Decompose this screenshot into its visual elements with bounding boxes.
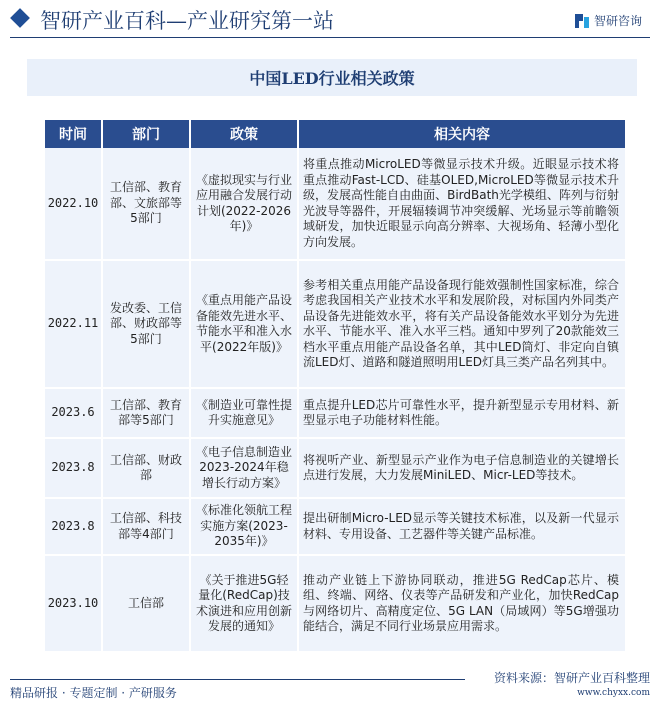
column-header-policy: 政策 [190,120,298,148]
cell-time: 2022.11 [45,260,102,388]
table-row [45,555,625,652]
table-header-row [45,120,625,148]
cell-dept: 工信部、教育部、文旅部等5部门 [102,148,190,260]
cell-policy: 《重点用能产品设备能效先进水平、节能水平和准入水平(2022年版)》 [190,260,298,388]
cell-dept: 工信部、财政部 [102,438,190,498]
title-banner [27,59,637,96]
cell-time: 2022.10 [45,148,102,260]
header-divider [10,37,650,38]
table-row [45,438,625,498]
cell-content: 参考相关重点用能产品设备现行能效强制性国家标准，综合考虑我国相关产业技术水平和发展阶段，对标国内外同类产品设备先进能效水平，将有关产品设备能效水平划分为先进水平、节能水平、准入水平三档。通知中罗列了20款能效三档水平重点用能产品设备名单，其中LED筒灯、非定向自镇流LED灯、道路和隧道照明用LED灯具三类产品名列其中。 [298,260,625,388]
cell-policy: 《关于推进5G轻量化(RedCap)技术演进和应用创新发展的通知》 [190,555,298,652]
cell-dept: 工信部 [102,555,190,652]
logo-icon [575,14,589,28]
cell-policy: 《虚拟现实与行业应用融合发展行动计划(2022-2026年)》 [190,148,298,260]
table-row [45,388,625,438]
page-title: 中国LED行业相关政策 [249,69,415,88]
cell-policy: 《标准化领航工程实施方案(2023-2035年)》 [190,498,298,555]
cell-content: 将视听产业、新型显示产业作为电子信息制造业的关键增长点进行发展，大力发展MiniLED、Micr-LED等技术。 [298,438,625,498]
column-header-dept: 部门 [102,120,190,148]
column-header-time: 时间 [45,120,102,148]
cell-policy: 《制造业可靠性提升实施意见》 [190,388,298,438]
table-row [45,148,625,260]
cell-content: 重点提升LED芯片可靠性水平，提升新型显示专用材料、新型显示电子功能材料性能。 [298,388,625,438]
brand-logo [575,12,642,29]
page-header [0,0,660,40]
cell-content: 推动产业链上下游协同联动，推进5G RedCap芯片、模组、终端、网络、仪表等产品研发和产业化，加快RedCap与网络切片、高精度定位、5G LAN（局域网）等5G增强功能结合，满足不同行业场景应用需求。 [298,555,625,652]
cell-time: 2023.8 [45,438,102,498]
footer-url: www.chyxx.com [577,688,650,698]
cell-time: 2023.8 [45,498,102,555]
diamond-icon [10,8,30,28]
site-title: 智研产业百科—产业研究第一站 [40,9,334,33]
table-row [45,498,625,555]
cell-policy: 《电子信息制造业2023-2024年稳增长行动方案》 [190,438,298,498]
cell-time: 2023.6 [45,388,102,438]
cell-dept: 工信部、教育部等5部门 [102,388,190,438]
data-source: 资料来源：智研产业百科整理 [493,671,650,685]
table-row [45,260,625,388]
policy-table [45,120,625,653]
cell-time: 2023.10 [45,555,102,652]
cell-dept: 发改委、工信部、财政部等5部门 [102,260,190,388]
logo-text: 智研咨询 [594,14,643,28]
footer-slogan: 精品研报 · 专题定制 · 产研服务 [10,686,177,700]
footer-divider [10,679,465,680]
cell-content: 将重点推动MicroLED等微显示技术升级。近眼显示技术将重点推动Fast-LCD、硅基OLED,MicroLED等微显示技术升级，发展高性能自由曲面、BirdBath光学模组、阵列与衍射光波导等器件，开展辐辏调节冲突缓解、光场显示等前瞻领域研发，加快近眼显示向高分辨率、大视场角、轻薄小型化方向发展。 [298,148,625,260]
cell-content: 提出研制Micro-LED显示等关键技术标准，以及新一代显示材料、专用设备、工艺器件等关键产品标准。 [298,498,625,555]
cell-dept: 工信部、科技部等4部门 [102,498,190,555]
column-header-content: 相关内容 [298,120,625,148]
